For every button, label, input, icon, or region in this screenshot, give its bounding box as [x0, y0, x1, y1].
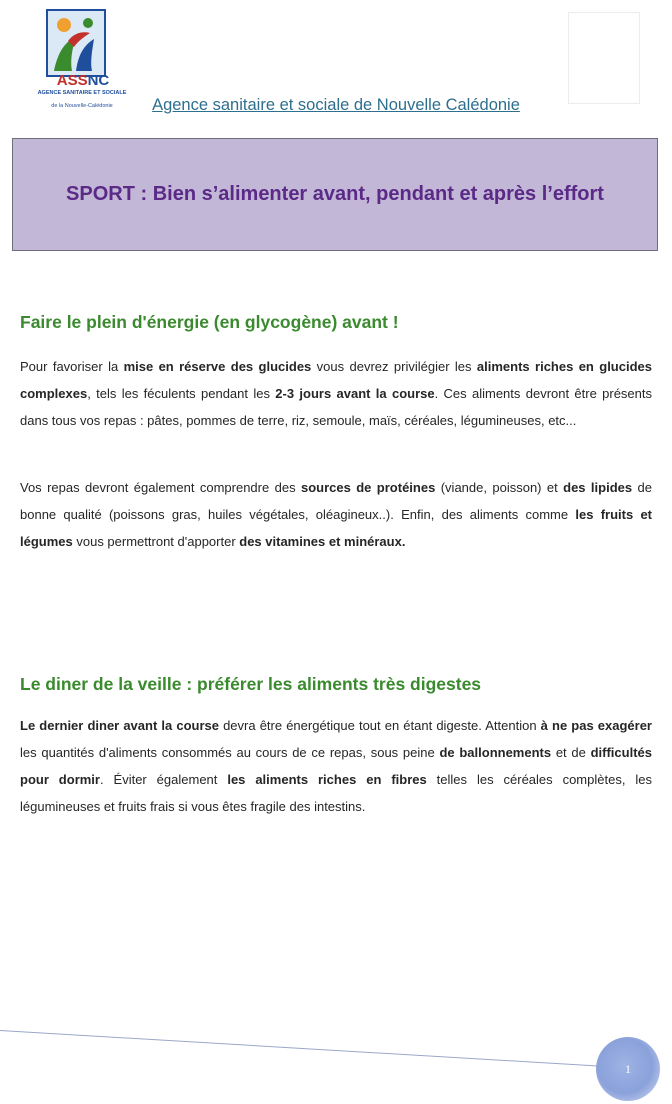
logo-name-part2: NC	[87, 72, 110, 89]
logo-subtitle-line2: de la Nouvelle-Calédonie	[51, 103, 113, 109]
text-run: telles les céréales complètes, les légumineuses et fruits frais si vous êtes fragile des intestins.	[20, 772, 652, 814]
section2-paragraph1	[20, 712, 652, 820]
text-run: vous permettront d'apporter	[72, 534, 240, 549]
text-run: les fruits et légumes	[20, 507, 653, 549]
text-run: . Ces aliments devront être présents dans tous vos repas : pâtes, pommes de terre, riz, semoule, maïs, céréales, légumineuses, etc...	[20, 386, 653, 428]
text-run: des vitamines et minéraux.	[239, 534, 406, 549]
agency-title: Agence sanitaire et sociale de Nouvelle Calédonie	[152, 96, 520, 114]
text-run: les quantités d'aliments consommés au cours de ce repas, sous peine	[20, 745, 440, 760]
logo-name	[38, 72, 128, 89]
section1-heading: Faire le plein d'énergie (en glycogène) avant !	[20, 312, 399, 332]
text-run: Vos repas devront également comprendre des	[20, 480, 301, 495]
text-run: . Éviter également	[99, 772, 228, 787]
section1-paragraph1	[20, 353, 652, 434]
page-number-badge	[596, 1037, 660, 1101]
text-run: à ne pas exagérer	[540, 718, 652, 733]
title-banner	[12, 138, 658, 251]
page-title: SPORT : Bien s’alimenter avant, pendant et après l’effort	[66, 183, 604, 205]
logo-name-part1: ASS	[56, 72, 88, 89]
text-run: vous devrez privilégier les	[311, 359, 477, 374]
logo-subtitle-line1: AGENCE SANITAIRE ET SOCIALE	[37, 90, 127, 96]
page-number: 1	[625, 1062, 631, 1076]
text-run: sources de protéines	[300, 480, 436, 495]
section2-heading: Le diner de la veille : préférer les aliments très digestes	[20, 674, 482, 694]
text-run: mise en réserve des glucides	[123, 359, 312, 374]
text-run: de ballonnements	[439, 745, 552, 760]
text-run: des lipides	[563, 480, 633, 495]
text-run: Pour favoriser la	[20, 359, 124, 374]
text-run: difficultés pour dormir	[20, 745, 652, 787]
logo-emblem	[46, 9, 106, 77]
text-run: 2-3 jours avant la course	[275, 386, 435, 401]
text-run: devra être énergétique tout en étant digeste. Attention	[218, 718, 541, 733]
text-run: (viande, poisson) et	[435, 480, 564, 495]
text-run: , tels les féculents pendant les	[87, 386, 276, 401]
section1-paragraph2	[20, 474, 652, 555]
text-run: aliments riches en glucides complexes	[20, 359, 652, 401]
text-run: et de	[551, 745, 591, 760]
bleed-through-stamp	[568, 12, 640, 104]
footer-divider	[0, 1030, 619, 1068]
text-run: de bonne qualité (poissons gras, huiles végétales, oléagineux..). Enfin, des aliments comme	[20, 480, 652, 522]
text-run: les aliments riches en fibres	[227, 772, 427, 787]
text-run: Le dernier diner avant la course	[20, 718, 219, 733]
